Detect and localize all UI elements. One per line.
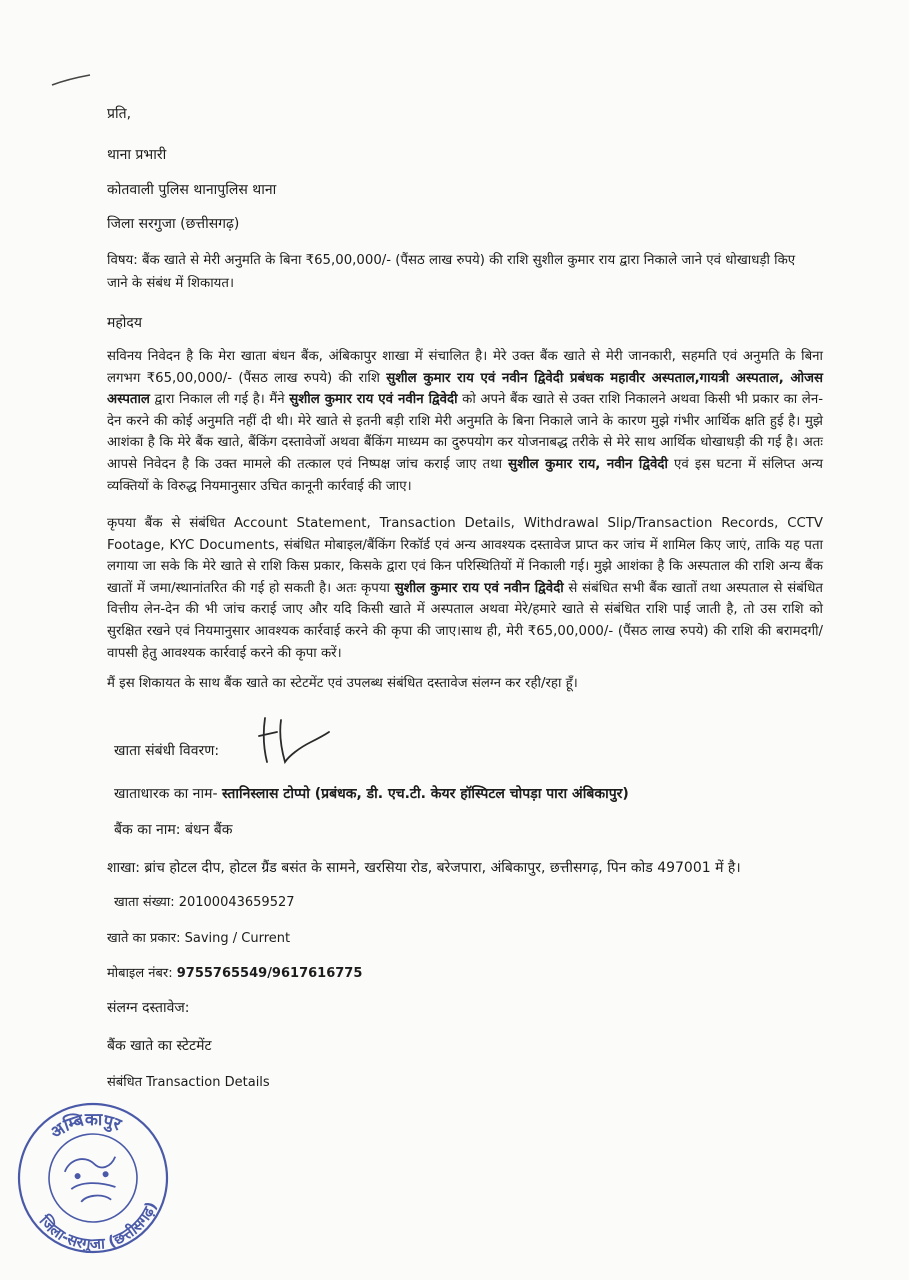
enclosures-heading: संलग्न दस्तावेज: [107, 1000, 190, 1016]
para2-text-2: से संबंधित सभी बैंक खातों तथा अस्पताल से संबंधित वित्तीय लेन-देन की भी जांच कराई जाए और यदि किसी खाते में अस्पताल अथवा मेरे/हमारे खाते से संबंधित राशि पाई जाती है, तो उस राशि को सुरक्षित रखने एवं नियमानुसार आवश्यक कार्रवाई करने की कृपा की जाए।साथ ही, मेरी ₹65,00,000/- (पैंसठ लाख रुपये) की राशि की बरामदगी/वापसी हेतु आवश्यक कार्रवाई करने की कृपा करें। [107, 580, 824, 661]
greeting: महोदय [107, 315, 142, 331]
para1-text-4: एवं इस घटना में संलिप्त अन्य व्यक्तियों के विरुद्ध नियमानुसार उचित कानूनी कार्रवाई की जाए। [107, 456, 823, 494]
account-number-line: खाता संख्या: 20100043659527 [114, 895, 295, 910]
para2-bold-1: सुशील कुमार राय एवं नवीन द्विवेदी [394, 580, 564, 596]
enclosure-item-2: संबंधित Transaction Details [107, 1075, 270, 1090]
attachment-statement: मैं इस शिकायत के साथ बैंक खाते का स्टेटमेंट एवं उपलब्ध संबंधित दस्तावेज संलग्न कर रही/रहा हूँ। [107, 676, 578, 691]
account-type-line: खाते का प्रकार: Saving / Current [107, 931, 291, 946]
svg-text:अम्बिकापुर [45, 1103, 127, 1145]
para1-bold-2: सुशील कुमार राय एवं नवीन द्विवेदी [289, 392, 458, 408]
pen-stroke-mark [50, 72, 94, 88]
para1-bold-1: सुशील कुमार राय एवं नवीन द्विवेदी प्रबंधक महावीर अस्पताल,गायत्री अस्पताल, ओजस अस्पताल [107, 370, 823, 408]
paragraph-2 [107, 513, 823, 664]
recipient-district: जिला सरगुजा (छत्तीसगढ़) [107, 216, 240, 232]
recipient-title: थाना प्रभारी [107, 147, 167, 163]
para1-text-3: को अपने बैंक खाते से उक्त राशि निकालने अथवा किसी भी प्रकार का लेन-देन करने की कोई अनुमति नहीं दी थी। मेरे खाते से इतनी बड़ी राशि मेरी अनुमति के बिना निकाले जाने के कारण मुझे गंभीर आर्थिक क्षति हुई है। मुझे आशंका है कि मेरे बैंक खाते, बैंकिंग दस्तावेजों अथवा बैंकिंग माध्यम का दुरुपयोग कर योजनाबद्ध तरीके से मेरे साथ आर्थिक धोखाधड़ी की गई है। अतः आपसे निवेदन है कि उक्त मामले की तत्काल एवं निष्पक्ष जांच कराई जाए तथा [107, 392, 824, 472]
mobile-number-value: 9755765549/9617616775 [176, 966, 363, 981]
seal-bottom-text: जिला-सरगुजा (छत्तीसगढ़) [35, 1199, 161, 1254]
account-details-heading: खाता संबंधी विवरण: [114, 743, 220, 759]
para1-text-2: द्वारा निकाल ली गई है। मैंने [149, 392, 290, 408]
branch-line: शाखा: ब्रांच होटल दीप, होटल ग्रैंड बसंत के सामने, खरसिया रोड, बरेजपारा, अंबिकापुर, छत्तीसगढ़, पिन कोड 497001 में है। [107, 860, 741, 876]
police-seal-stamp [8, 1090, 178, 1260]
subject-line-1: विषय: बैंक खाते से मेरी अनुमति के बिना ₹65,00,000/- (पैंसठ लाख रुपये) की राशि सुशील कुमार राय द्वारा निकाले जाने एवं धोखाधड़ी किए [107, 253, 796, 268]
mobile-number-line [107, 964, 362, 984]
account-holder-line [114, 784, 629, 804]
para1-text-1: सविनय निवेदन है कि मेरा खाता बंधन बैंक, अंबिकापुर शाखा में संचालित है। मेरे उक्त बैंक खाते से मेरी जानकारी, सहमति एवं अनुमति के बिना लगभग ₹65,00,000/- (पैंसठ लाख रुपये) की राशि [107, 349, 823, 386]
subject-line-2: जाने के संबंध में शिकायत। [107, 276, 234, 291]
account-holder-label: खाताधारक का नाम- [114, 786, 222, 802]
account-holder-name: स्तानिस्लास टोप्पो (प्रबंधक, डी. एच.टी. केयर हॉस्पिटल चोपड़ा पारा अंबिकापुर) [221, 786, 629, 802]
salutation-to: प्रति, [107, 106, 132, 122]
mobile-number-label: मोबाइल नंबर: [107, 966, 177, 981]
svg-text:जिला-सरगुजा (छत्तीसगढ़) [34, 1196, 166, 1260]
enclosure-item-1: बैंक खाते का स्टेटमेंट [107, 1038, 212, 1054]
seal-top-text: अम्बिकापुर [46, 1109, 124, 1144]
paragraph-1 [107, 346, 823, 497]
para2-text-1: कृपया बैंक से संबंधित Account Statement, Transaction Details, Withdrawal Slip/Transaction Records, CCTV Footage, KYC Documents, संबंधित मोबाइल/बैंकिंग रिकॉर्ड एवं अन्य आवश्यक दस्तावेज प्राप्त कर जांच में शामिल किए जाएं, ताकि यह पता लगाया जा सके कि मेरे खाते से राशि किस प्रकार, किसके द्वारा एवं किन परिस्थितियों में निकाली गई। मुझे आशंका है कि अस्पताल की राशि अन्य बैंक खातों में जमा/स्थानांतरित की गई हो सकती है। अतः कृपया [107, 516, 823, 596]
recipient-station: कोतवाली पुलिस थानापुलिस थाना [107, 182, 277, 198]
signature [255, 712, 335, 770]
bank-name-line: बैंक का नाम: बंधन बैंक [114, 822, 233, 838]
para1-bold-3: सुशील कुमार राय, नवीन द्विवेदी [508, 456, 668, 472]
